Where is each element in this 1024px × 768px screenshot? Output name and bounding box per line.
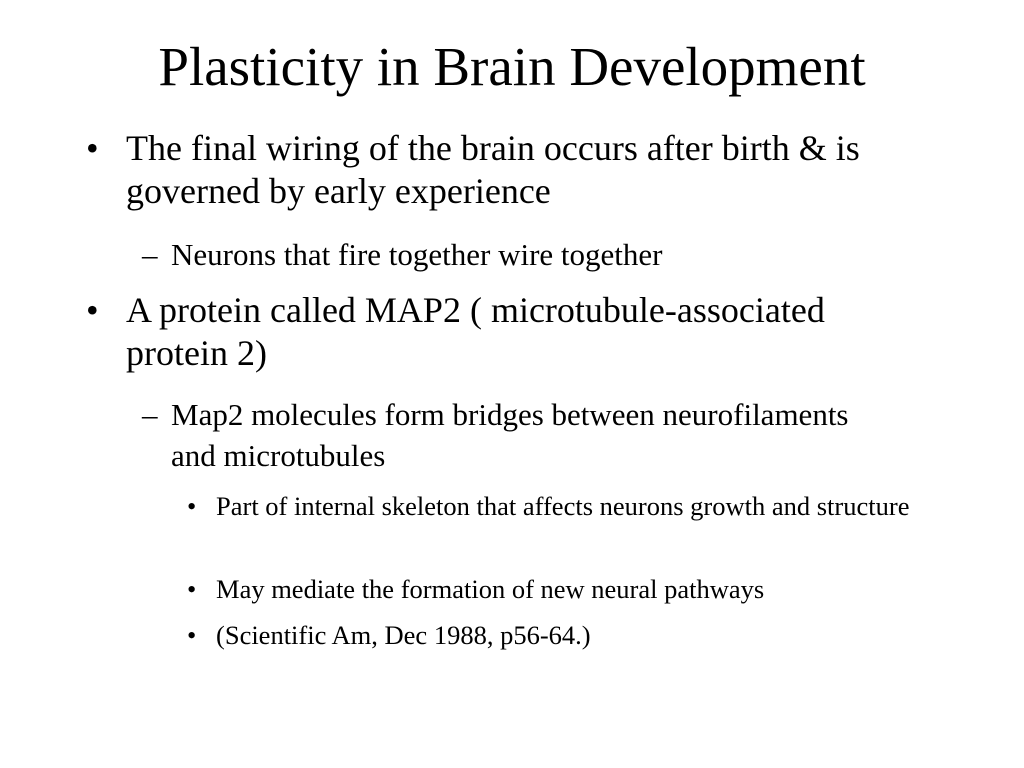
- sub-sub-bullet-skeleton: [187, 488, 946, 524]
- sub-bullet-text: Map2 molecules form bridges between neurofilaments and microtubules: [171, 397, 849, 473]
- bullet-text: A protein called MAP2 ( microtubule-associated protein 2): [126, 290, 825, 373]
- dash-marker: –: [142, 237, 158, 272]
- bullet-marker: •: [187, 491, 197, 521]
- bullet-map2-protein: [86, 289, 886, 375]
- bullet-text: The final wiring of the brain occurs after birth & is governed by early experience: [126, 128, 860, 211]
- sub-sub-bullet-text: Part of internal skeleton that affects neurons growth and structure: [216, 491, 910, 521]
- bullet-marker: •: [86, 128, 99, 168]
- sub-bullet-fire-together: [142, 234, 891, 275]
- bullet-marker: •: [86, 290, 99, 330]
- bullet-final-wiring: [86, 127, 886, 213]
- dash-marker: –: [142, 397, 158, 432]
- sub-bullet-text: Neurons that fire together wire together: [171, 237, 663, 272]
- sub-sub-bullet-text: (Scientific Am, Dec 1988, p56-64.): [216, 620, 591, 650]
- sub-bullet-map2-bridges: [142, 394, 891, 476]
- bullet-marker: •: [187, 620, 197, 650]
- bullet-marker: •: [187, 574, 197, 604]
- slide-title: Plasticity in Brain Development: [158, 36, 866, 97]
- sub-sub-bullet-text: May mediate the formation of new neural pathways: [216, 574, 765, 604]
- sub-sub-bullet-citation: [187, 617, 946, 653]
- sub-sub-bullet-pathways: [187, 571, 946, 607]
